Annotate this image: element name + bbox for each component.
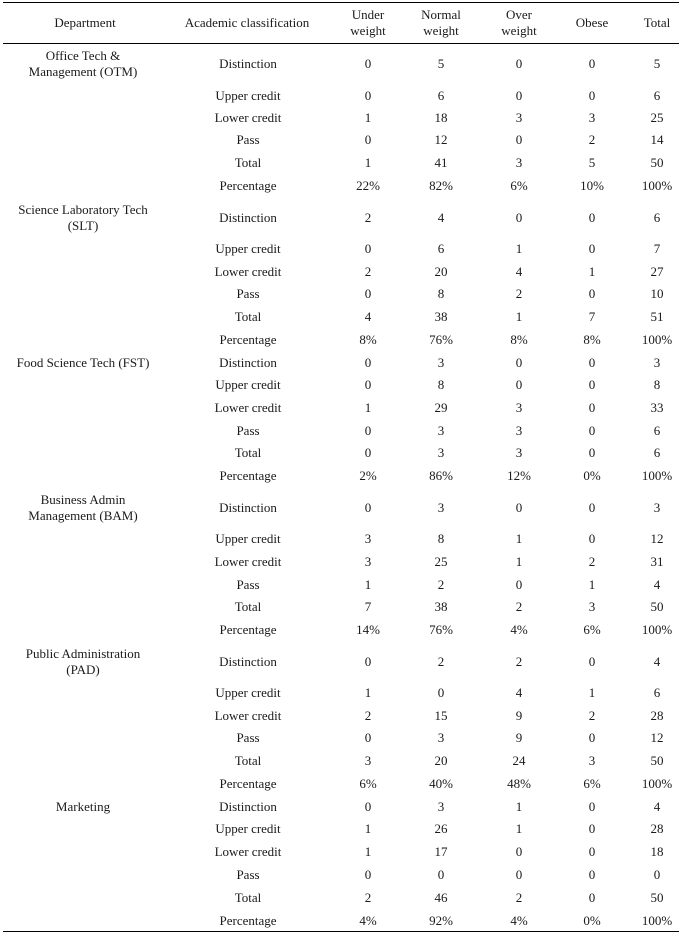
cell-normal-weight: 3: [437, 500, 445, 515]
cell-under-weight: 3: [364, 554, 372, 569]
cell-normal-weight: 8: [437, 377, 445, 392]
cell-under-weight: 4: [364, 309, 372, 324]
cell-total: 4: [653, 799, 661, 814]
cell-over-weight: 2: [515, 599, 523, 614]
cell-over-weight: 1: [515, 554, 523, 569]
cell-classification: Lower credit: [214, 264, 282, 279]
cell-normal-weight: 82%: [429, 178, 453, 193]
cell-normal-weight: 29: [434, 400, 448, 415]
cell-classification: Pass: [236, 730, 260, 745]
cell-total: 4: [653, 577, 661, 592]
cell-under-weight: 1: [364, 844, 372, 859]
cell-classification: Total: [234, 445, 262, 460]
cell-obese: 0: [588, 654, 596, 669]
cell-under-weight: 1: [364, 155, 372, 170]
cell-over-weight: 8%: [510, 332, 528, 347]
cell-under-weight: 22%: [356, 178, 380, 193]
cell-classification: Lower credit: [214, 554, 282, 569]
cell-under-weight: 0: [364, 286, 372, 301]
cell-classification: Distinction: [219, 355, 277, 370]
cell-normal-weight: 3: [437, 423, 445, 438]
cell-obese: 10%: [580, 178, 604, 193]
cell-over-weight: 3: [515, 110, 523, 125]
cell-under-weight: 7: [364, 599, 372, 614]
cell-normal-weight: 40%: [429, 776, 453, 791]
cell-over-weight: 0: [515, 88, 523, 103]
cell-normal-weight: 76%: [429, 332, 453, 347]
cell-classification: Lower credit: [214, 400, 282, 415]
header-total: Total: [643, 15, 671, 30]
cell-obese: 2: [588, 708, 596, 723]
cell-classification: Percentage: [219, 332, 277, 347]
cell-obese: 0: [588, 286, 596, 301]
cell-normal-weight: 2: [437, 654, 445, 669]
cell-normal-weight: 2: [437, 577, 445, 592]
cell-total: 6: [653, 685, 661, 700]
bottom-rule: [3, 931, 679, 932]
cell-obese: 0: [588, 355, 596, 370]
cell-obese: 0: [588, 730, 596, 745]
cell-over-weight: 1: [515, 799, 523, 814]
department-name: [3, 492, 163, 524]
header-normal-weight: [410, 7, 472, 39]
cell-classification: Pass: [236, 867, 260, 882]
cell-normal-weight: 0: [437, 867, 445, 882]
cell-normal-weight: 38: [434, 599, 448, 614]
cell-normal-weight: 17: [434, 844, 448, 859]
header-under-line1: Under: [351, 7, 385, 22]
department-name-line: Management (OTM): [28, 64, 138, 79]
cell-classification: Total: [234, 309, 262, 324]
cell-total: 14: [650, 132, 664, 147]
cell-classification: Distinction: [219, 799, 277, 814]
cell-obese: 3: [588, 599, 596, 614]
cell-under-weight: 0: [364, 241, 372, 256]
cell-under-weight: 1: [364, 110, 372, 125]
cell-classification: Upper credit: [215, 531, 281, 546]
header-over-weight: [488, 7, 550, 39]
cell-normal-weight: 12: [434, 132, 448, 147]
cell-obese: 3: [588, 753, 596, 768]
cell-classification: Distinction: [219, 210, 277, 225]
department-name-line: (PAD): [66, 662, 100, 677]
department-name: [3, 48, 163, 80]
cell-over-weight: 0: [515, 500, 523, 515]
header-obese: Obese: [575, 15, 609, 30]
cell-over-weight: 4: [515, 685, 523, 700]
cell-classification: Pass: [236, 286, 260, 301]
cell-over-weight: 3: [515, 445, 523, 460]
header-classification: Academic classification: [184, 15, 310, 30]
cell-normal-weight: 18: [434, 110, 448, 125]
department-name-line: (SLT): [67, 218, 99, 233]
cell-normal-weight: 0: [437, 685, 445, 700]
cell-total: 27: [650, 264, 664, 279]
cell-obese: 0: [588, 56, 596, 71]
header-normal-line1: Normal: [421, 7, 461, 22]
header-under-line2: weight: [350, 23, 386, 38]
cell-total: 100%: [641, 776, 673, 791]
cell-obese: 0: [588, 400, 596, 415]
cell-under-weight: 2: [364, 708, 372, 723]
cell-classification: Percentage: [219, 622, 277, 637]
cell-total: 3: [653, 500, 661, 515]
cell-obese: 6%: [583, 622, 601, 637]
cell-classification: Upper credit: [215, 88, 281, 103]
cell-normal-weight: 6: [437, 241, 445, 256]
cell-obese: 0: [588, 821, 596, 836]
cell-obese: 0: [588, 88, 596, 103]
cell-over-weight: 6%: [510, 178, 528, 193]
cell-normal-weight: 3: [437, 799, 445, 814]
cell-total: 28: [650, 821, 664, 836]
cell-under-weight: 0: [364, 355, 372, 370]
cell-normal-weight: 38: [434, 309, 448, 324]
header-normal-line2: weight: [423, 23, 459, 38]
cell-total: 18: [650, 844, 664, 859]
cell-total: 25: [650, 110, 664, 125]
cell-total: 51: [650, 309, 664, 324]
cell-over-weight: 4: [515, 264, 523, 279]
cell-under-weight: 2: [364, 890, 372, 905]
cell-normal-weight: 8: [437, 531, 445, 546]
cell-classification: Distinction: [219, 56, 277, 71]
cell-total: 3: [653, 355, 661, 370]
cell-classification: Total: [234, 890, 262, 905]
cell-obese: 0: [588, 867, 596, 882]
cell-normal-weight: 5: [437, 56, 445, 71]
cell-over-weight: 0: [515, 577, 523, 592]
cell-over-weight: 0: [515, 867, 523, 882]
cell-normal-weight: 41: [434, 155, 448, 170]
cell-over-weight: 4%: [510, 913, 528, 928]
cell-over-weight: 24: [512, 753, 526, 768]
cell-normal-weight: 86%: [429, 468, 453, 483]
cell-over-weight: 1: [515, 309, 523, 324]
department-name-line: Science Laboratory Tech: [18, 202, 148, 217]
cell-under-weight: 0: [364, 56, 372, 71]
cell-obese: 6%: [583, 776, 601, 791]
department-name-line: Business Admin: [40, 492, 126, 507]
cell-normal-weight: 20: [434, 264, 448, 279]
department-name-line: Marketing: [55, 799, 111, 814]
cell-total: 10: [650, 286, 664, 301]
cell-obese: 0%: [583, 468, 601, 483]
cell-under-weight: 0: [364, 88, 372, 103]
cell-under-weight: 0: [364, 867, 372, 882]
cell-classification: Distinction: [219, 500, 277, 515]
cell-normal-weight: 15: [434, 708, 448, 723]
cell-over-weight: 0: [515, 844, 523, 859]
cell-under-weight: 0: [364, 377, 372, 392]
cell-total: 12: [650, 730, 664, 745]
cell-under-weight: 0: [364, 500, 372, 515]
cell-classification: Percentage: [219, 776, 277, 791]
cell-normal-weight: 3: [437, 445, 445, 460]
cell-classification: Pass: [236, 577, 260, 592]
cell-total: 33: [650, 400, 664, 415]
cell-normal-weight: 76%: [429, 622, 453, 637]
cell-under-weight: 0: [364, 730, 372, 745]
cell-over-weight: 2: [515, 654, 523, 669]
cell-classification: Percentage: [219, 913, 277, 928]
cell-under-weight: 6%: [359, 776, 377, 791]
cell-obese: 8%: [583, 332, 601, 347]
cell-normal-weight: 3: [437, 355, 445, 370]
header-rule: [3, 43, 679, 44]
cell-under-weight: 0: [364, 445, 372, 460]
cell-total: 6: [653, 88, 661, 103]
cell-under-weight: 0: [364, 132, 372, 147]
cell-normal-weight: 6: [437, 88, 445, 103]
cell-obese: 1: [588, 685, 596, 700]
cell-obese: 0: [588, 241, 596, 256]
cell-total: 100%: [641, 468, 673, 483]
cell-under-weight: 0: [364, 799, 372, 814]
header-over-line1: Over: [506, 7, 532, 22]
cell-classification: Percentage: [219, 178, 277, 193]
cell-over-weight: 48%: [507, 776, 531, 791]
cell-over-weight: 1: [515, 821, 523, 836]
cell-over-weight: 3: [515, 400, 523, 415]
cell-total: 31: [650, 554, 664, 569]
cell-under-weight: 1: [364, 821, 372, 836]
cell-normal-weight: 4: [437, 210, 445, 225]
cell-total: 12: [650, 531, 664, 546]
cell-total: 100%: [641, 622, 673, 637]
cell-obese: 0: [588, 210, 596, 225]
top-rule: [3, 2, 679, 3]
cell-total: 6: [653, 210, 661, 225]
department-name: [3, 355, 163, 371]
cell-classification: Upper credit: [215, 821, 281, 836]
cell-obese: 0: [588, 531, 596, 546]
header-department: Department: [54, 15, 116, 30]
cell-classification: Distinction: [219, 654, 277, 669]
cell-under-weight: 0: [364, 423, 372, 438]
cell-obese: 1: [588, 577, 596, 592]
department-name: [3, 799, 163, 815]
cell-over-weight: 1: [515, 241, 523, 256]
cell-classification: Lower credit: [214, 844, 282, 859]
cell-under-weight: 0: [364, 654, 372, 669]
cell-total: 50: [650, 753, 664, 768]
cell-total: 6: [653, 445, 661, 460]
cell-obese: 1: [588, 264, 596, 279]
cell-classification: Total: [234, 155, 262, 170]
cell-over-weight: 12%: [507, 468, 531, 483]
cell-obese: 0: [588, 799, 596, 814]
cell-total: 7: [653, 241, 661, 256]
cell-over-weight: 0: [515, 56, 523, 71]
cell-total: 4: [653, 654, 661, 669]
cell-total: 50: [650, 599, 664, 614]
cell-over-weight: 3: [515, 423, 523, 438]
department-name-line: Management (BAM): [28, 508, 138, 523]
cell-normal-weight: 8: [437, 286, 445, 301]
cell-obese: 0: [588, 890, 596, 905]
cell-obese: 0: [588, 500, 596, 515]
cell-total: 100%: [641, 913, 673, 928]
cell-total: 6: [653, 423, 661, 438]
cell-over-weight: 0: [515, 377, 523, 392]
department-name: [3, 646, 163, 678]
cell-normal-weight: 25: [434, 554, 448, 569]
cell-classification: Total: [234, 599, 262, 614]
cell-over-weight: 9: [515, 708, 523, 723]
cell-classification: Total: [234, 753, 262, 768]
cell-under-weight: 2: [364, 264, 372, 279]
cell-total: 50: [650, 155, 664, 170]
cell-normal-weight: 92%: [429, 913, 453, 928]
cell-normal-weight: 46: [434, 890, 448, 905]
cell-under-weight: 14%: [356, 622, 380, 637]
cell-obese: 0: [588, 423, 596, 438]
cell-normal-weight: 3: [437, 730, 445, 745]
cell-normal-weight: 20: [434, 753, 448, 768]
cell-obese: 0: [588, 377, 596, 392]
cell-under-weight: 1: [364, 400, 372, 415]
cell-obese: 2: [588, 132, 596, 147]
cell-under-weight: 1: [364, 685, 372, 700]
cell-classification: Pass: [236, 423, 260, 438]
cell-total: 0: [653, 867, 661, 882]
cell-classification: Upper credit: [215, 241, 281, 256]
department-name-line: Office Tech &: [45, 48, 121, 63]
cell-obese: 7: [588, 309, 596, 324]
cell-obese: 3: [588, 110, 596, 125]
cell-over-weight: 3: [515, 155, 523, 170]
cell-under-weight: 8%: [359, 332, 377, 347]
cell-normal-weight: 26: [434, 821, 448, 836]
cell-over-weight: 2: [515, 890, 523, 905]
cell-total: 8: [653, 377, 661, 392]
cell-under-weight: 3: [364, 531, 372, 546]
cell-classification: Pass: [236, 132, 260, 147]
cell-obese: 0: [588, 844, 596, 859]
cell-classification: Lower credit: [214, 110, 282, 125]
header-under-weight: [338, 7, 398, 39]
cell-classification: Percentage: [219, 468, 277, 483]
cell-over-weight: 0: [515, 132, 523, 147]
cell-obese: 5: [588, 155, 596, 170]
department-name: [3, 202, 163, 234]
cell-obese: 0%: [583, 913, 601, 928]
cell-over-weight: 1: [515, 531, 523, 546]
header-over-line2: weight: [501, 23, 537, 38]
cell-over-weight: 4%: [510, 622, 528, 637]
cell-under-weight: 3: [364, 753, 372, 768]
cell-obese: 0: [588, 445, 596, 460]
cell-classification: Lower credit: [214, 708, 282, 723]
cell-total: 5: [653, 56, 661, 71]
cell-total: 50: [650, 890, 664, 905]
cell-classification: Upper credit: [215, 685, 281, 700]
cell-classification: Upper credit: [215, 377, 281, 392]
cell-total: 100%: [641, 178, 673, 193]
department-name-line: Food Science Tech (FST): [16, 355, 150, 370]
cell-total: 28: [650, 708, 664, 723]
cell-under-weight: 2: [364, 210, 372, 225]
cell-under-weight: 2%: [359, 468, 377, 483]
cell-total: 100%: [641, 332, 673, 347]
cell-over-weight: 2: [515, 286, 523, 301]
cell-under-weight: 4%: [359, 913, 377, 928]
cell-over-weight: 0: [515, 355, 523, 370]
cell-under-weight: 1: [364, 577, 372, 592]
cell-over-weight: 9: [515, 730, 523, 745]
cell-over-weight: 0: [515, 210, 523, 225]
cell-obese: 2: [588, 554, 596, 569]
department-name-line: Public Administration: [25, 646, 141, 661]
